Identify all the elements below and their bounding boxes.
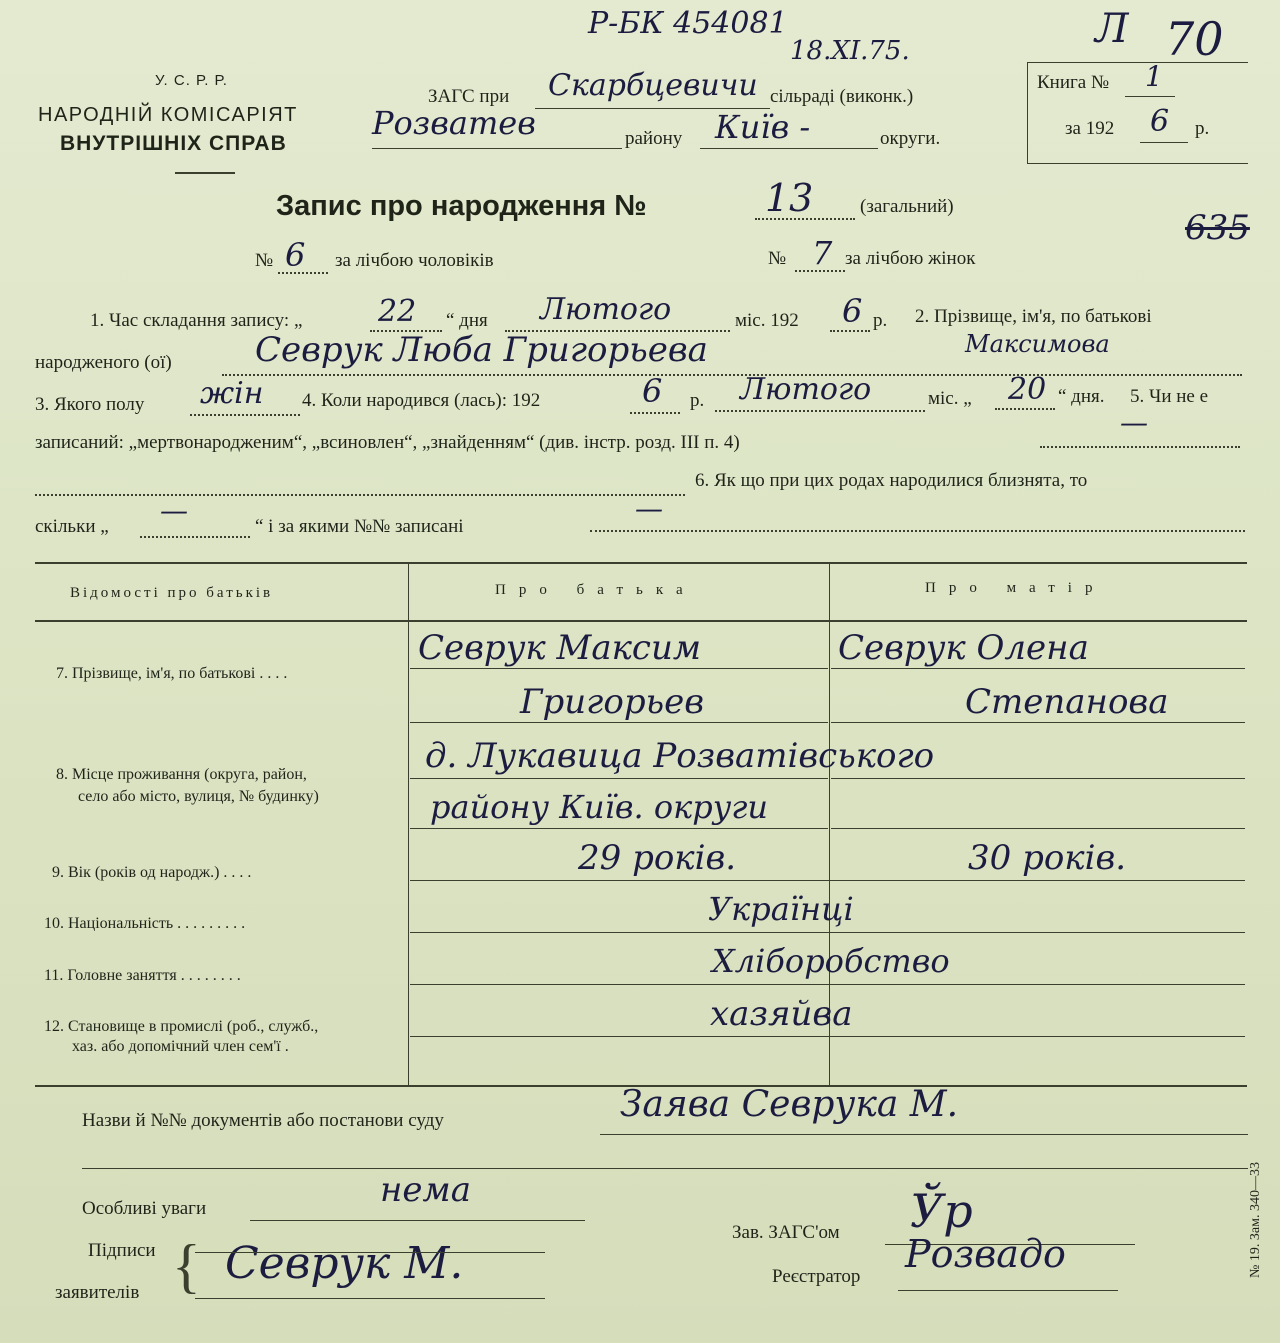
q1-day-suffix: “ дня	[446, 310, 488, 331]
record-general-label: (загальний)	[860, 196, 954, 217]
old-number: 635	[1185, 208, 1250, 248]
q4-label: 4. Коли народився (лась): 192	[302, 390, 541, 411]
archive-reference: Р-БК 454081	[588, 6, 788, 41]
female-count: 7	[812, 234, 833, 272]
table-header-father: Про батька	[495, 582, 696, 598]
okrug-name: Київ -	[715, 108, 811, 146]
notes-value: нема	[380, 1170, 471, 1210]
docs-label: Назви й №№ документів або постанови суду	[82, 1110, 444, 1131]
head-label: Зав. ЗАГС'ом	[732, 1222, 840, 1243]
row-label-place-2: село або місто, вулиця, № будинку)	[78, 788, 319, 805]
father-name-1: Севрук Максим	[418, 628, 702, 668]
place-line-2: району Київ. округи	[430, 788, 769, 826]
q1-year: 6	[842, 292, 863, 330]
book-year-value: 6	[1150, 104, 1170, 139]
q2-born-label: народженого (ої)	[35, 352, 172, 373]
raion-name: Розватев	[372, 104, 536, 142]
republic-label: У. С. Р. Р.	[155, 72, 228, 89]
applicant-signature: Севрук М.	[225, 1238, 464, 1289]
book-year-suffix: р.	[1195, 118, 1210, 139]
row-label-place-1: 8. Місце проживання (округа, район,	[56, 766, 307, 783]
twins-count: —	[160, 494, 188, 527]
female-count-label: за лічбою жінок	[845, 248, 976, 269]
ministry-label: ВНУТРІШНІХ СПРАВ	[60, 132, 287, 155]
village-council-label: сільраді (виконк.)	[770, 86, 914, 107]
father-name-2: Григорьев	[520, 682, 705, 722]
child-name: Севрук Люба Григорьева	[255, 330, 708, 370]
q6-label: 6. Як що при цих родах народилися близнята, то	[695, 470, 1088, 491]
case-number: 70	[1165, 12, 1224, 66]
signatures-brace: {	[172, 1233, 201, 1299]
sex-value: жін	[200, 376, 264, 411]
book-year-label: за 192	[1065, 118, 1115, 139]
q1-label: 1. Час складання запису: „	[90, 310, 303, 331]
birth-year: 6	[642, 372, 663, 410]
birth-month-label: міс. „	[928, 388, 972, 409]
record-title: Запис про народження №	[276, 190, 647, 222]
birth-day: 20	[1008, 372, 1047, 407]
row-label-occupation: 11. Головне заняття . . . . . . . .	[44, 967, 241, 984]
registrar-signature: Розвадо	[905, 1232, 1066, 1276]
twins-which: —	[635, 492, 663, 525]
status-value: хазяйва	[710, 994, 853, 1034]
docs-value: Заява Севрука М.	[620, 1084, 959, 1125]
print-mark: № 19. Зам. 340—33	[1248, 1162, 1263, 1278]
row-label-age: 9. Вік (років од народж.) . . . .	[52, 864, 252, 881]
q2-label: 2. Прізвище, ім'я, по батькові	[915, 306, 1152, 327]
archive-date: 18.XI.75.	[790, 36, 910, 66]
q1-month-label: міс. 192	[735, 310, 799, 331]
commissariat-label: НАРОДНІЙ КОМІСАРІЯТ	[38, 104, 298, 126]
q5-label: 5. Чи не е	[1130, 386, 1209, 407]
q6-count-label: скільки „	[35, 516, 109, 537]
q6-which-label: “ і за якими №№ записані	[255, 516, 464, 537]
male-no-label: №	[255, 250, 274, 271]
child-name-extra: Максимова	[965, 330, 1110, 358]
row-label-nationality: 10. Національність . . . . . . . . .	[44, 915, 246, 932]
q3-label: 3. Якого полу	[35, 394, 145, 415]
case-mark: Л	[1095, 6, 1129, 52]
mother-age: 30 років.	[968, 838, 1127, 878]
q1-month: Лютого	[540, 292, 672, 327]
raion-label: району	[625, 128, 683, 149]
mother-name-2: Степанова	[965, 682, 1169, 722]
birth-day-suffix: “ дня.	[1058, 386, 1105, 407]
male-count-label: за лічбою чоловіків	[335, 250, 494, 271]
book-number: 1	[1145, 60, 1163, 93]
occupation-value: Хліборобство	[712, 942, 950, 980]
signatures-label-1: Підписи	[88, 1240, 156, 1261]
q1-year-suffix: р.	[873, 310, 888, 331]
place-line-1: д. Лукавица Розватівського	[425, 736, 935, 776]
q1-day: 22	[378, 294, 417, 329]
head-signature: Ўр	[910, 1184, 973, 1238]
book-label: Книга №	[1037, 72, 1110, 93]
village-name: Скарбцевичи	[548, 68, 758, 103]
mother-name-1: Севрук Олена	[838, 628, 1089, 668]
record-number: 13	[765, 176, 814, 220]
father-age: 29 років.	[578, 838, 737, 878]
male-count: 6	[285, 236, 306, 274]
nationality-value: Українці	[708, 890, 854, 928]
birth-year-suffix: р.	[690, 390, 705, 411]
row-label-name: 7. Прізвище, ім'я, по батькові . . . .	[56, 665, 288, 682]
female-no-label: №	[768, 248, 787, 269]
birth-month: Лютого	[740, 372, 872, 407]
row-label-status-2: хаз. або допомічний член сем'ї .	[72, 1038, 289, 1055]
q5-question: записаний: „мертвонародженим“, „всиновлен“, „знайденням“ (див. інстр. розд. III п. 4)	[35, 432, 740, 453]
table-header-mother: Про матір	[925, 580, 1106, 596]
row-label-status-1: 12. Становище в промислі (роб., служб.,	[44, 1018, 319, 1035]
signatures-label-2: заявителів	[55, 1282, 140, 1303]
q5-answer: —	[1120, 406, 1148, 439]
notes-label: Особливі уваги	[82, 1198, 207, 1219]
registrar-label: Реєстратор	[772, 1266, 861, 1287]
okrug-label: округи.	[880, 128, 941, 149]
zags-label: ЗАГС при	[428, 86, 510, 107]
table-header-info: Відомості про батьків	[70, 585, 274, 601]
